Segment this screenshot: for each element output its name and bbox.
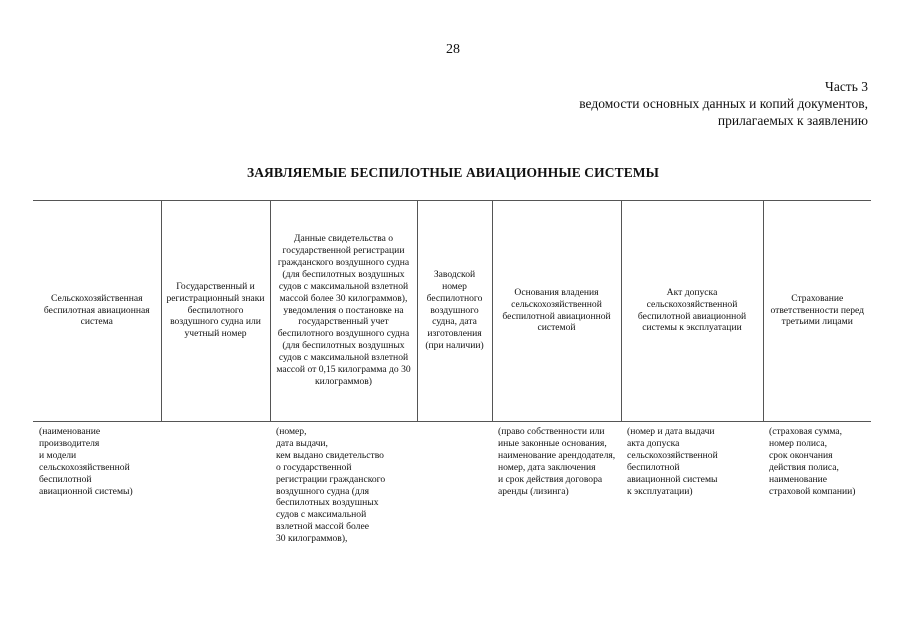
part-label: Часть 3 — [825, 79, 868, 94]
header-liability-insurance: Страхование ответственности перед третьими лицами — [763, 201, 871, 422]
header-registration-certificate: Данные свидетельства о государственной регистрации гражданского воздушного судна (для беспилотных воздушных судов с максимальной взлетной массой более 30 килограммов), уведомления о постановке на государственный учет беспилотного воздушного судна (для беспилотных воздушных судов с максимальной взлетной массой от 0,15 килограмма до 30 килограммов) — [270, 201, 417, 422]
header-admission-act: Акт допуска сельскохозяйственной беспилотной авиационной системы к эксплуатации — [621, 201, 763, 422]
table-row — [33, 422, 871, 546]
part-subtitle-line-1: ведомости основных данных и копий документов, — [579, 96, 868, 111]
table-header-row — [33, 201, 871, 422]
page-number: 28 — [446, 42, 460, 57]
section-title: ЗАЯВЛЯЕМЫЕ БЕСПИЛОТНЫЕ АВИАЦИОННЫЕ СИСТЕМЫ — [246, 165, 660, 180]
note-serial-number — [417, 422, 492, 546]
part-heading — [579, 78, 868, 129]
header-uas-system: Сельскохозяйственная беспилотная авиационная система — [33, 201, 161, 422]
note-registration-mark — [161, 422, 270, 546]
note-uas-system: (наименование производителя и модели сельскохозяйственной беспилотной авиационной системы) — [39, 426, 133, 497]
part-subtitle-line-2: прилагаемых к заявлению — [717, 113, 868, 128]
header-registration-mark: Государственный и регистрационный знаки беспилотного воздушного судна или учетный номер — [161, 201, 270, 422]
note-liability-insurance: (страховая сумма, номер полиса, срок окончания действия полиса, наименование страховой компании) — [769, 426, 856, 497]
header-serial-number: Заводской номер беспилотного воздушного судна, дата изготовления (при наличии) — [417, 201, 492, 422]
uas-table — [33, 200, 871, 545]
header-ownership-basis: Основания владения сельскохозяйственной беспилотной авиационной системой — [492, 201, 621, 422]
note-ownership-basis: (право собственности или иные законные основания, наименование арендодателя, номер, дата заключения и срок действия договора аренды (лизинга) — [498, 426, 616, 497]
note-registration-certificate: (номер, дата выдачи, кем выдано свидетельство о государственной регистрации гражданского воздушного судна (для беспилотных воздушных судов с максимальной взлетной массой более 30 килограммов), — [276, 426, 386, 545]
note-admission-act: (номер и дата выдачи акта допуска сельскохозяйственной беспилотной авиационной системы к эксплуатации) — [627, 426, 718, 497]
